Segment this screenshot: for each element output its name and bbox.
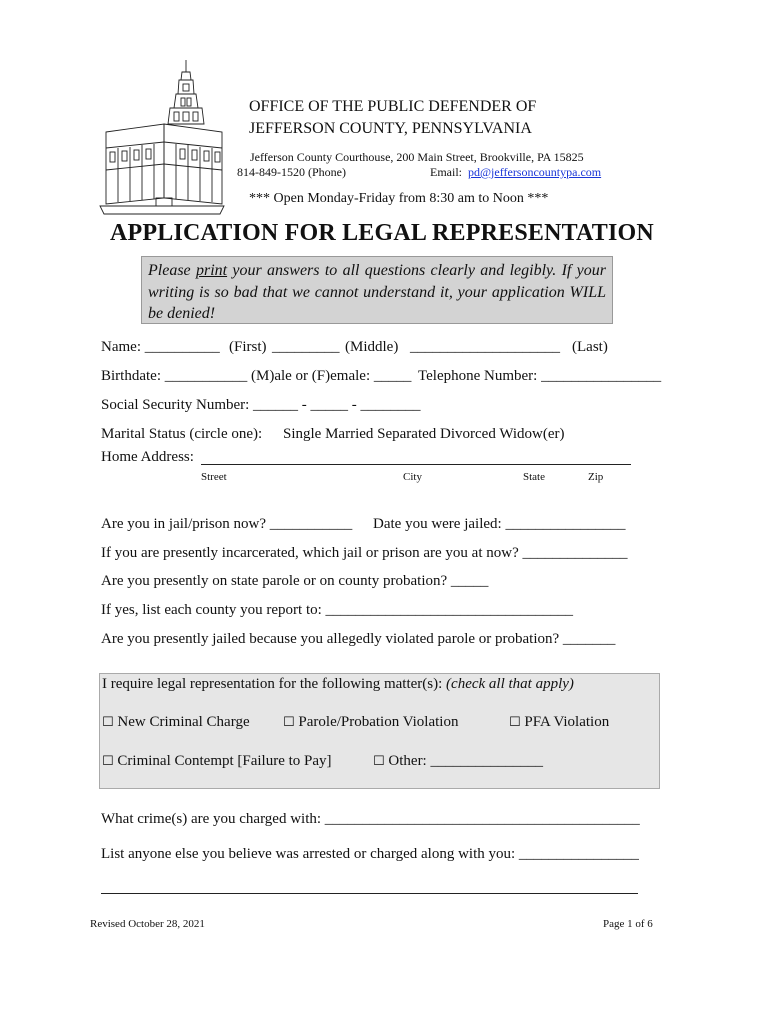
matters-intro: [102, 676, 574, 693]
pfa-violation-label: PFA Violation: [524, 714, 610, 730]
home-address-label: Home Address:: [101, 449, 194, 465]
marital-status-label: Marital Status (circle one):: [101, 426, 263, 442]
office-title-line2: JEFFERSON COUNTY, PENNSYLVANIA: [249, 120, 532, 137]
checkbox-icon[interactable]: ☐: [102, 715, 114, 730]
checkbox-icon[interactable]: ☐: [509, 715, 521, 730]
office-email: [430, 165, 601, 180]
parole-question[interactable]: Are you presently on state parole or on county probation? _____: [101, 573, 489, 589]
which-jail-question[interactable]: If you are presently incarcerated, which jail or prison are you at now? ______________: [101, 545, 628, 561]
codefendants-extra-line[interactable]: [101, 893, 638, 894]
parole-violation-option[interactable]: [283, 714, 458, 731]
checkbox-icon[interactable]: ☐: [102, 754, 114, 769]
page-number: Page 1 of 6: [603, 918, 653, 930]
marital-status-options[interactable]: Single Married Separated Divorced Widow(er): [283, 426, 565, 442]
office-phone: 814-849-1520 (Phone): [237, 165, 346, 179]
courthouse-logo: [98, 58, 226, 216]
street-label: Street: [201, 471, 227, 483]
in-jail-question[interactable]: Are you in jail/prison now? ___________: [101, 516, 353, 532]
office-title-line1: OFFICE OF THE PUBLIC DEFENDER OF: [249, 98, 537, 115]
birthdate-field[interactable]: Birthdate: ___________: [101, 368, 248, 384]
notice-text-before: Please: [148, 262, 196, 279]
sex-field[interactable]: (M)ale or (F)emale: _____: [251, 368, 412, 384]
page-title: APPLICATION FOR LEGAL REPRESENTATION: [110, 220, 654, 246]
other-label: Other: _______________: [388, 753, 543, 769]
new-criminal-charge-label: New Criminal Charge: [117, 714, 250, 730]
other-option[interactable]: [373, 753, 543, 770]
name-field[interactable]: Name: __________: [101, 339, 220, 355]
matters-intro-note: (check all that apply): [446, 676, 574, 692]
codefendants-field[interactable]: List anyone else you believe was arrested or charged along with you: ________________: [101, 846, 639, 862]
state-label: State: [523, 471, 545, 483]
ssn-field[interactable]: Social Security Number: ______ - _____ - ________: [101, 397, 421, 413]
county-report-question[interactable]: If yes, list each county you report to: _________________________________: [101, 602, 574, 618]
criminal-contempt-option[interactable]: [102, 753, 332, 770]
violation-question[interactable]: Are you presently jailed because you allegedly violated parole or probation? _______: [101, 631, 616, 647]
email-link[interactable]: pd@jeffersoncountypa.com: [468, 165, 602, 179]
crimes-charged-field[interactable]: What crime(s) are you charged with: __________________________________________: [101, 811, 640, 827]
parole-violation-label: Parole/Probation Violation: [298, 714, 459, 730]
checkbox-icon[interactable]: ☐: [373, 754, 385, 769]
notice-emphasis: print: [195, 262, 228, 279]
date-jailed-field[interactable]: Date you were jailed: ________________: [373, 516, 626, 532]
office-hours: *** Open Monday-Friday from 8:30 am to Noon ***: [249, 191, 549, 206]
last-name-field[interactable]: ____________________: [410, 339, 560, 355]
middle-label: (Middle): [345, 339, 399, 355]
criminal-contempt-label: Criminal Contempt [Failure to Pay]: [117, 753, 332, 769]
matters-intro-text: I require legal representation for the following matter(s):: [102, 676, 447, 692]
pfa-violation-option[interactable]: [509, 714, 609, 731]
email-label: Email:: [430, 165, 462, 179]
city-label: City: [403, 471, 422, 483]
checkbox-icon[interactable]: ☐: [283, 715, 295, 730]
notice-text-after: your answers to all questions clearly and legibly. If your writing is so bad that we cannot understand it, your application WILL be denied!: [148, 262, 606, 322]
office-address: Jefferson County Courthouse, 200 Main Street, Brookville, PA 15825: [250, 150, 584, 164]
zip-label: Zip: [588, 471, 604, 483]
telephone-field[interactable]: Telephone Number: ________________: [418, 368, 662, 384]
new-criminal-charge-option[interactable]: [102, 714, 250, 731]
last-label: (Last): [572, 339, 608, 355]
revision-date: Revised October 28, 2021: [90, 918, 205, 930]
home-address-input-line[interactable]: [201, 464, 631, 465]
office-title: [249, 96, 536, 140]
middle-name-field[interactable]: _________: [272, 339, 340, 355]
instructions-notice: [141, 256, 613, 324]
first-label: (First): [229, 339, 267, 355]
